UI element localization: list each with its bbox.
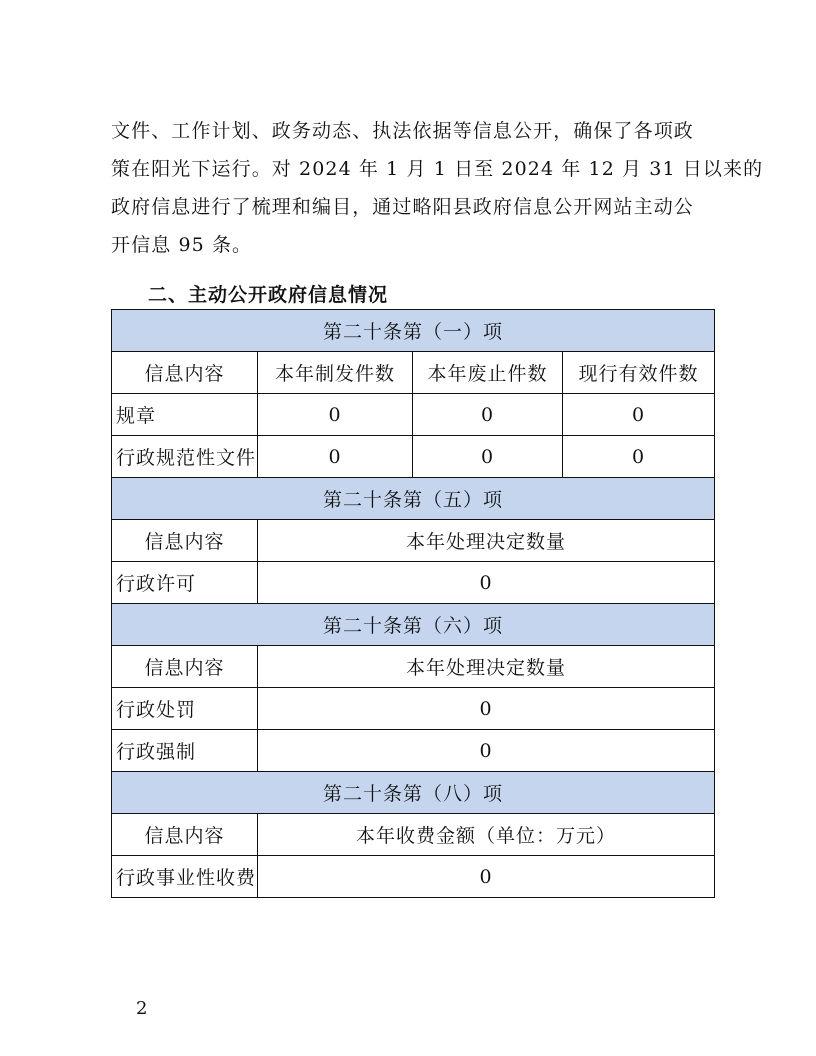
- row-value: 0: [563, 436, 715, 478]
- header-cell: 现行有效件数: [563, 352, 715, 394]
- row-value: 0: [258, 436, 413, 478]
- header-cell: 本年废止件数: [413, 352, 563, 394]
- section-title: 第二十条第（五）项: [112, 478, 715, 520]
- section-title: 第二十条第（八）项: [112, 772, 715, 814]
- table-row: [112, 730, 715, 772]
- header-cell: 信息内容: [112, 814, 258, 856]
- row-label: 行政处罚: [112, 688, 258, 730]
- row-value: 0: [413, 394, 563, 436]
- section-heading: 二、主动公开政府信息情况: [148, 284, 389, 306]
- header-row: [112, 352, 715, 394]
- row-value: 0: [258, 394, 413, 436]
- row-value: 0: [563, 394, 715, 436]
- header-cell: 本年处理决定数量: [258, 646, 715, 688]
- section-row: [112, 604, 715, 646]
- section-row: [112, 772, 715, 814]
- row-value: 0: [258, 730, 715, 772]
- section-row: [112, 310, 715, 352]
- paragraph-line: 开信息 95 条。: [111, 234, 253, 256]
- header-cell: 本年处理决定数量: [258, 520, 715, 562]
- header-row: [112, 646, 715, 688]
- row-value: 0: [258, 562, 715, 604]
- row-label: 行政规范性文件: [112, 436, 258, 478]
- section-row: [112, 478, 715, 520]
- table-row: [112, 436, 715, 478]
- row-label: 行政事业性收费: [112, 856, 258, 898]
- paragraph-line: 策在阳光下运行。对 2024 年 1 月 1 日至 2024 年 12 月 31 日以来的: [111, 158, 764, 180]
- table-row: [112, 856, 715, 898]
- row-value: 0: [258, 856, 715, 898]
- paragraph-line: 政府信息进行了梳理和编目，通过略阳县政府信息公开网站主动公: [111, 196, 694, 218]
- row-label: 规章: [112, 394, 258, 436]
- section-title: 第二十条第（六）项: [112, 604, 715, 646]
- table-row: [112, 688, 715, 730]
- header-cell: 本年收费金额（单位：万元）: [258, 814, 715, 856]
- info-disclosure-table: [111, 309, 715, 898]
- section-title: 第二十条第（一）项: [112, 310, 715, 352]
- header-cell: 信息内容: [112, 352, 258, 394]
- paragraph-line: 文件、工作计划、政务动态、执法依据等信息公开，确保了各项政: [111, 120, 694, 142]
- row-label: 行政强制: [112, 730, 258, 772]
- header-cell: 本年制发件数: [258, 352, 413, 394]
- table-row: [112, 394, 715, 436]
- row-value: 0: [413, 436, 563, 478]
- header-row: [112, 520, 715, 562]
- row-label: 行政许可: [112, 562, 258, 604]
- row-value: 0: [258, 688, 715, 730]
- header-row: [112, 814, 715, 856]
- header-cell: 信息内容: [112, 520, 258, 562]
- table-row: [112, 562, 715, 604]
- body-paragraph: [111, 112, 764, 264]
- header-cell: 信息内容: [112, 646, 258, 688]
- page-number: 2: [136, 998, 148, 1019]
